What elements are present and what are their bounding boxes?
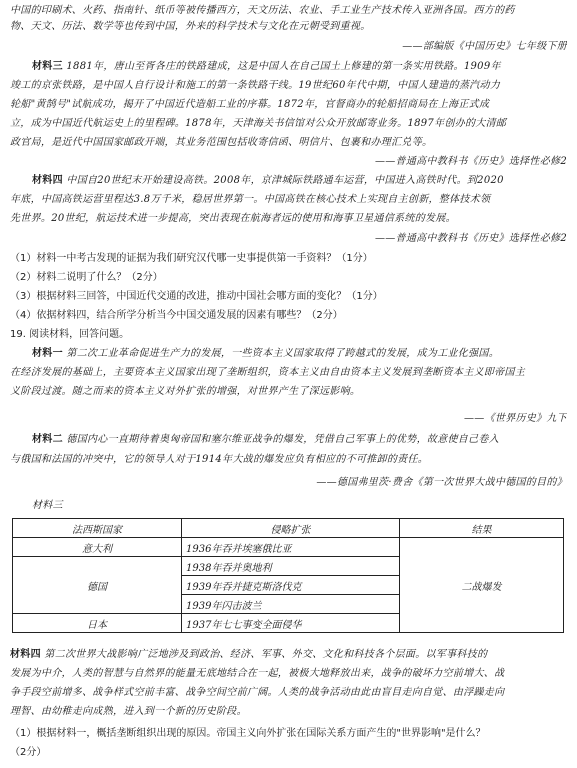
text-line: 与俄国和法国的冲突中，它的领导人对于1914年大战的爆发应负有相应的不可推卸的责任。 xyxy=(10,454,429,465)
text-line: 立，成为中国近代航运史上的里程碑。1878年，天津海关书信馆对公众开放邮寄业务。1897年创办的大清邮 xyxy=(10,118,507,129)
material-19-4-line: 材料四 第二次世界大战影响广泛地涉及到政治、经济、军事、外交、文化和科技各个层面。以军事科技的 xyxy=(10,649,488,660)
question-19-title: 19. 阅读材料，回答问题。 xyxy=(10,329,130,340)
table-cell-event: 1939年闪击波兰 xyxy=(182,595,400,614)
text-line: 轮船"黄鹄号"试航成功，揭开了中国近代造船工业的序幕。1872年，官督商办的轮船招商局在上海正式成 xyxy=(10,99,490,110)
table-cell-country: 意大利 xyxy=(13,538,182,557)
source-citation: ——德国弗里茨·费舍《第一次世界大战中德国的目的》 xyxy=(316,477,567,488)
table-row xyxy=(13,538,564,557)
material-label: 材料四 xyxy=(10,649,41,660)
table-cell-country: 德国 xyxy=(13,557,182,614)
material-19-1-line: 材料一 第二次工业革命促进生产力的发展，一些资本主义国家取得了跨越式的发展，成为工业化强国。 xyxy=(32,348,499,359)
table-cell-event: 1938年吞并奥地利 xyxy=(182,557,400,576)
table-header-cell: 法西斯国家 xyxy=(13,519,182,538)
text-line: 年底，中国高铁运营里程达3.8万千米，稳居世界第一。中国高铁在核心技术上实现自主创新，整体技术领 xyxy=(10,194,491,205)
source-citation: ——普通高中教科书《历史》选择性必修2 xyxy=(374,156,567,167)
text-line: 政官局，是近代中国国家邮政开端，其业务范围包括收寄信函、明信片、包裹和办理汇兑等。 xyxy=(10,137,433,148)
question-18-1: （1）材料一中考古发现的证据为我们研究汉代哪一史事提供第一手资料？（1分） xyxy=(10,253,373,264)
text-line: 竣工的京张铁路，是中国人自行设计和施工的第一条铁路干线。19世纪60年代中期，中国人建造的蒸汽动力 xyxy=(10,80,501,91)
source-citation: ——《世界历史》九下 xyxy=(464,413,567,424)
source-citation: ——部编版《中国历史》七年级下册 xyxy=(402,41,567,52)
text-line: 物、天文、历法、数学等也传到中国，外来的科学技术与文化在元朝受到重视。 xyxy=(10,21,371,32)
table-cell-event: 1936年吞并埃塞俄比亚 xyxy=(182,538,400,557)
material-19-3-label: 材料三 xyxy=(32,500,63,511)
source-citation: ——普通高中教科书《历史》选择性必修2 xyxy=(374,233,567,244)
table-cell-country: 日本 xyxy=(13,614,182,633)
material-4-line: 材料四 中国自20世纪末开始建设高铁。2008年，京津城际铁路通车运营，中国进入高铁时代。到2020 xyxy=(32,175,504,186)
text-line: 中国的印刷术、火药、指南针、纸币等被传播西方，天文历法、农业、手工业生产技术传入亚洲各国。西方的药 xyxy=(10,5,515,16)
question-18-2: （2）材料二说明了什么？（2分） xyxy=(10,272,163,283)
fascist-expansion-table xyxy=(12,518,564,633)
table-header-cell: 侵略扩张 xyxy=(182,519,400,538)
text-line: 理智、由幼稚走向成熟，进入到一个新的历史阶段。 xyxy=(10,706,247,717)
question-19-1: （1）根据材料一，概括垄断组织出现的原因。帝国主义向外扩张在国际关系方面产生的"世界影响"是什么？ xyxy=(10,728,486,739)
material-19-2-line: 材料二 德国内心一直期待着奥匈帝国和塞尔维亚战争的爆发，凭借自己军事上的优势，故意使自己卷入 xyxy=(32,434,499,445)
question-19-1-score: （2分） xyxy=(10,747,47,758)
table-header-row xyxy=(13,519,564,538)
material-label: 材料三 xyxy=(32,61,63,72)
text-line: 义阶段过渡。随之而来的资本主义对外扩张的增强，对世界产生了深远影响。 xyxy=(10,386,361,397)
material-label: 材料二 xyxy=(32,434,63,445)
text-line: 争手段空前增多、战争样式空前丰富、战争空间空前广阔。人类的战争活动由此由盲目走向自觉、由浮躁走向 xyxy=(10,687,505,698)
table-header-cell: 结果 xyxy=(400,519,564,538)
question-18-4: （4）依据材料四，结合所学分析当今中国交通发展的因素有哪些？（2分） xyxy=(10,310,343,321)
material-label: 材料四 xyxy=(32,175,63,186)
text-line: 在经济发展的基础上，主要资本主义国家出现了垄断组织，资本主义由自由资本主义发展到垄断资本主义即帝国主 xyxy=(10,367,525,378)
table-cell-result: 二战爆发 xyxy=(400,538,564,633)
material-3-line: 材料三 1881年，唐山至胥各庄的铁路建成，这是中国人在自己国土上修建的第一条实用铁路。1909年 xyxy=(32,61,501,72)
question-18-3: （3）根据材料三回答，中国近代交通的改进，推动中国社会哪方面的变化？（1分） xyxy=(10,291,383,302)
material-label: 材料一 xyxy=(32,348,63,359)
table-cell-event: 1937年七七事变全面侵华 xyxy=(182,614,400,633)
text-line: 先世界。20世纪，航运技术进一步提高，突出表现在航海者远的使用和海事卫星通信系统的发展。 xyxy=(10,213,456,224)
text-line: 发展为中介，人类的智慧与自然界的能量无底地结合在一起，被极大地释放出来，战争的破坏力空前增大、战 xyxy=(10,668,505,679)
table-cell-event: 1939年吞并捷克斯洛伐克 xyxy=(182,576,400,595)
